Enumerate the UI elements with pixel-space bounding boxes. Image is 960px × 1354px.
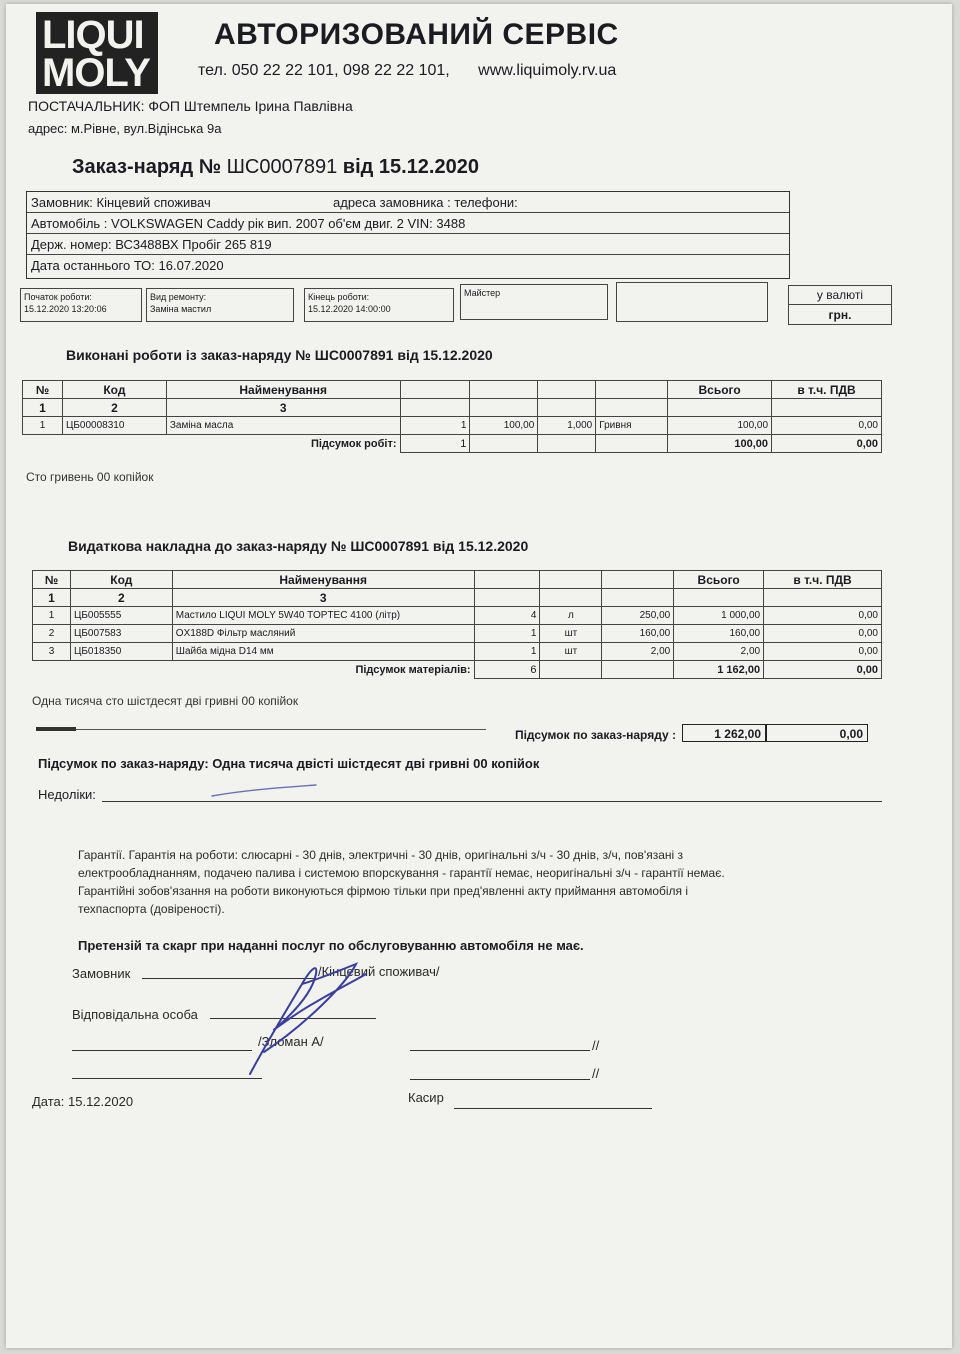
- materials-header-row: [33, 571, 882, 589]
- guarantee-line: Гарантії. Гарантія на роботи: слюсарні - 30 днів, электричні - 30 днів, оригінальні з/ч - 30 днів, з/ч, пов'язані з: [78, 848, 684, 862]
- grand-total: [486, 724, 888, 746]
- works-subtotal-row: [23, 435, 882, 453]
- sign-line: [410, 1079, 590, 1080]
- material-price: 160,00: [602, 625, 674, 643]
- works-head-empty: [596, 381, 668, 399]
- works-subtotal-vat: 0,00: [772, 435, 882, 453]
- material-price: 250,00: [602, 607, 674, 625]
- materials-title: Видаткова накладна до заказ-наряду № ШС0007891 від 15.12.2020: [68, 538, 529, 554]
- material-qty: 4: [474, 607, 540, 625]
- material-code: ЦБ007583: [70, 625, 172, 643]
- works-sum-words: Сто гривень 00 копійок: [26, 470, 154, 484]
- material-num: 3: [33, 643, 71, 661]
- claims-statement: Претензій та скарг при наданні послуг по обслуговуванню автомобіля не має.: [78, 938, 584, 953]
- grand-total-label: Підсумок по заказ-наряду :: [514, 728, 676, 742]
- material-price: 2,00: [602, 643, 674, 661]
- materials-sum-words: Одна тисяча сто шістдесят дві гривні 00 копійок: [32, 694, 299, 708]
- materials-colnum: 2: [70, 589, 172, 607]
- work-num: 1: [23, 417, 63, 435]
- order-date: від 15.12.2020: [342, 156, 479, 178]
- materials-colnum-row: [33, 589, 882, 607]
- works-colnum: 2: [62, 399, 166, 417]
- material-unit: л: [540, 607, 602, 625]
- work-start-box: [20, 288, 142, 322]
- master-label: Майстер: [464, 288, 501, 298]
- material-vat: 0,00: [764, 607, 882, 625]
- material-total: 160,00: [674, 625, 764, 643]
- guarantee-line: техпаспорта (довіреності).: [78, 902, 225, 916]
- work-start-label: Початок роботи:: [24, 292, 92, 302]
- plate-row: Держ. номер: ВС3488ВХ Пробіг 265 819: [27, 234, 789, 255]
- material-vat: 0,00: [764, 643, 882, 661]
- grand-total-value: 1 262,00: [682, 724, 766, 742]
- cashier-line: [454, 1108, 652, 1109]
- material-total: 2,00: [674, 643, 764, 661]
- works-head-code: Код: [62, 381, 166, 399]
- materials-subtotal-total: 1 162,00: [674, 661, 764, 679]
- supplier: ПОСТАЧАЛЬНИК: ФОП Штемпель Ірина Павлівна: [28, 98, 353, 114]
- grand-total-words: Підсумок по заказ-наряду: Одна тисяча двісті шістдесят дві гривні 00 копійок: [38, 756, 540, 771]
- materials-colnum: 3: [172, 589, 474, 607]
- work-qty: 1: [400, 417, 470, 435]
- works-head-empty: [400, 381, 470, 399]
- date-label: Дата: 15.12.2020: [32, 1094, 134, 1109]
- customer-address: адреса замовника : телефони:: [333, 195, 518, 210]
- divider: [36, 727, 76, 731]
- material-unit: шт: [540, 643, 602, 661]
- service-heading: АВТОРИЗОВАНИЙ СЕРВІС: [214, 18, 619, 51]
- materials-subtotal-vat: 0,00: [764, 661, 882, 679]
- work-price: 100,00: [470, 417, 538, 435]
- material-name: OX188D Фільтр масляний: [172, 625, 474, 643]
- work-unit: Гривня: [596, 417, 668, 435]
- website: www.liquimoly.rv.ua: [478, 62, 617, 79]
- works-subtotal-total: 100,00: [668, 435, 772, 453]
- cashier-label: Касир: [408, 1090, 444, 1105]
- work-code: ЦБ00008310: [62, 417, 166, 435]
- sign-line: [410, 1050, 590, 1051]
- grand-total-vat: 0,00: [766, 724, 868, 742]
- work-name: Заміна масла: [166, 417, 400, 435]
- currency-label: у валюті: [789, 286, 891, 305]
- materials-head-total: Всього: [674, 571, 764, 589]
- order-number: ШС0007891: [226, 156, 338, 178]
- work-end-value: 15.12.2020 14:00:00: [308, 304, 391, 314]
- guarantee-line: Гарантійні зобов'язання на роботи виконуються фірмою тільки при пред'явленні акту приймання автомобіля і: [78, 884, 689, 898]
- order-title: [72, 156, 479, 179]
- material-name: Мастило LIQUI MOLY 5W40 TOPTEC 4100 (літр): [172, 607, 474, 625]
- works-head-empty: [470, 381, 538, 399]
- work-end-box: [304, 288, 454, 322]
- work-coef: 1,000: [538, 417, 596, 435]
- slash-mark: //: [592, 1038, 600, 1053]
- materials-subtotal-label: Підсумок матеріалів:: [355, 663, 471, 676]
- work-start-value: 15.12.2020 13:20:06: [24, 304, 107, 314]
- works-colnum-row: [23, 399, 882, 417]
- table-row: [23, 417, 882, 435]
- material-code: ЦБ005555: [70, 607, 172, 625]
- customer-sign-name: /Кінцевий споживач/: [318, 964, 440, 979]
- material-num: 1: [33, 607, 71, 625]
- works-head-empty: [538, 381, 596, 399]
- works-title: Виконані роботи із заказ-наряду № ШС0007891 від 15.12.2020: [66, 347, 493, 363]
- table-row: [33, 643, 882, 661]
- order-document: [6, 4, 952, 1348]
- responsible-label: Відповідальна особа: [72, 1007, 198, 1022]
- materials-subtotal-row: [33, 661, 882, 679]
- phones: тел. 050 22 22 101, 098 22 22 101,: [198, 62, 450, 79]
- guarantee-line: електрообладнанням, подачею палива і системою впорскування - гарантії немає, неоригінальні з/ч - гарантії немає.: [78, 866, 725, 880]
- guarantee-text: [78, 846, 858, 918]
- repair-type-box: [146, 288, 294, 322]
- material-qty: 1: [474, 625, 540, 643]
- customer-sign-label: Замовник: [72, 966, 131, 981]
- supplier-address: адрес: м.Рівне, вул.Відінська 9а: [28, 121, 222, 136]
- car-row: Автомобіль : VOLKSWAGEN Caddy рік вип. 2007 об'єм двиг. 2 VIN: 3488: [27, 213, 789, 234]
- materials-head-vat: в т.ч. ПДВ: [764, 571, 882, 589]
- divider: [76, 729, 486, 730]
- material-total: 1 000,00: [674, 607, 764, 625]
- works-header-row: [23, 381, 882, 399]
- currency-value: грн.: [828, 308, 852, 322]
- contacts-line: [198, 62, 616, 80]
- material-code: ЦБ018350: [70, 643, 172, 661]
- customer-row: [27, 192, 789, 213]
- last-service-row: Дата останнього ТО: 16.07.2020: [31, 258, 224, 273]
- master-box: [460, 284, 608, 320]
- defects-label: Недоліки:: [38, 787, 96, 802]
- order-title-prefix: Заказ-наряд №: [72, 156, 222, 178]
- materials-head-name: Найменування: [172, 571, 474, 589]
- handwritten-signature: [206, 944, 426, 1084]
- currency-box: [788, 285, 892, 325]
- material-num: 2: [33, 625, 71, 643]
- material-vat: 0,00: [764, 625, 882, 643]
- works-colnum: 1: [23, 399, 63, 417]
- repair-type-label: Вид ремонту:: [150, 292, 207, 302]
- material-qty: 1: [474, 643, 540, 661]
- materials-table: [32, 570, 882, 679]
- works-table: [22, 380, 882, 453]
- table-row: [33, 625, 882, 643]
- pen-stroke: [206, 782, 326, 802]
- works-head-name: Найменування: [166, 381, 400, 399]
- works-subtotal-label: Підсумок робіт:: [311, 437, 397, 450]
- material-unit: шт: [540, 625, 602, 643]
- materials-colnum: 1: [33, 589, 71, 607]
- blank-box: [616, 282, 768, 322]
- table-row: [33, 607, 882, 625]
- materials-head-code: Код: [70, 571, 172, 589]
- works-subtotal-qty: 1: [400, 435, 470, 453]
- material-name: Шайба мідна D14 мм: [172, 643, 474, 661]
- responsible-name: /Зломан А/: [258, 1034, 324, 1049]
- works-head-num: №: [23, 381, 63, 399]
- work-vat: 0,00: [772, 417, 882, 435]
- repair-type-value: Заміна мастил: [150, 304, 212, 314]
- work-end-label: Кінець роботи:: [308, 292, 370, 302]
- customer: Замовник: Кінцевий споживач: [31, 195, 211, 210]
- materials-subtotal-qty: 6: [474, 661, 540, 679]
- slash-mark: //: [592, 1066, 600, 1081]
- work-total: 100,00: [668, 417, 772, 435]
- logo-line-1: LIQUI: [42, 13, 144, 57]
- works-colnum: 3: [166, 399, 400, 417]
- materials-head-num: №: [33, 571, 71, 589]
- works-head-total: Всього: [668, 381, 772, 399]
- liqui-moly-logo: [36, 12, 158, 94]
- customer-info-box: [26, 191, 790, 279]
- works-head-vat: в т.ч. ПДВ: [772, 381, 882, 399]
- logo-line-2: MOLY: [42, 51, 150, 95]
